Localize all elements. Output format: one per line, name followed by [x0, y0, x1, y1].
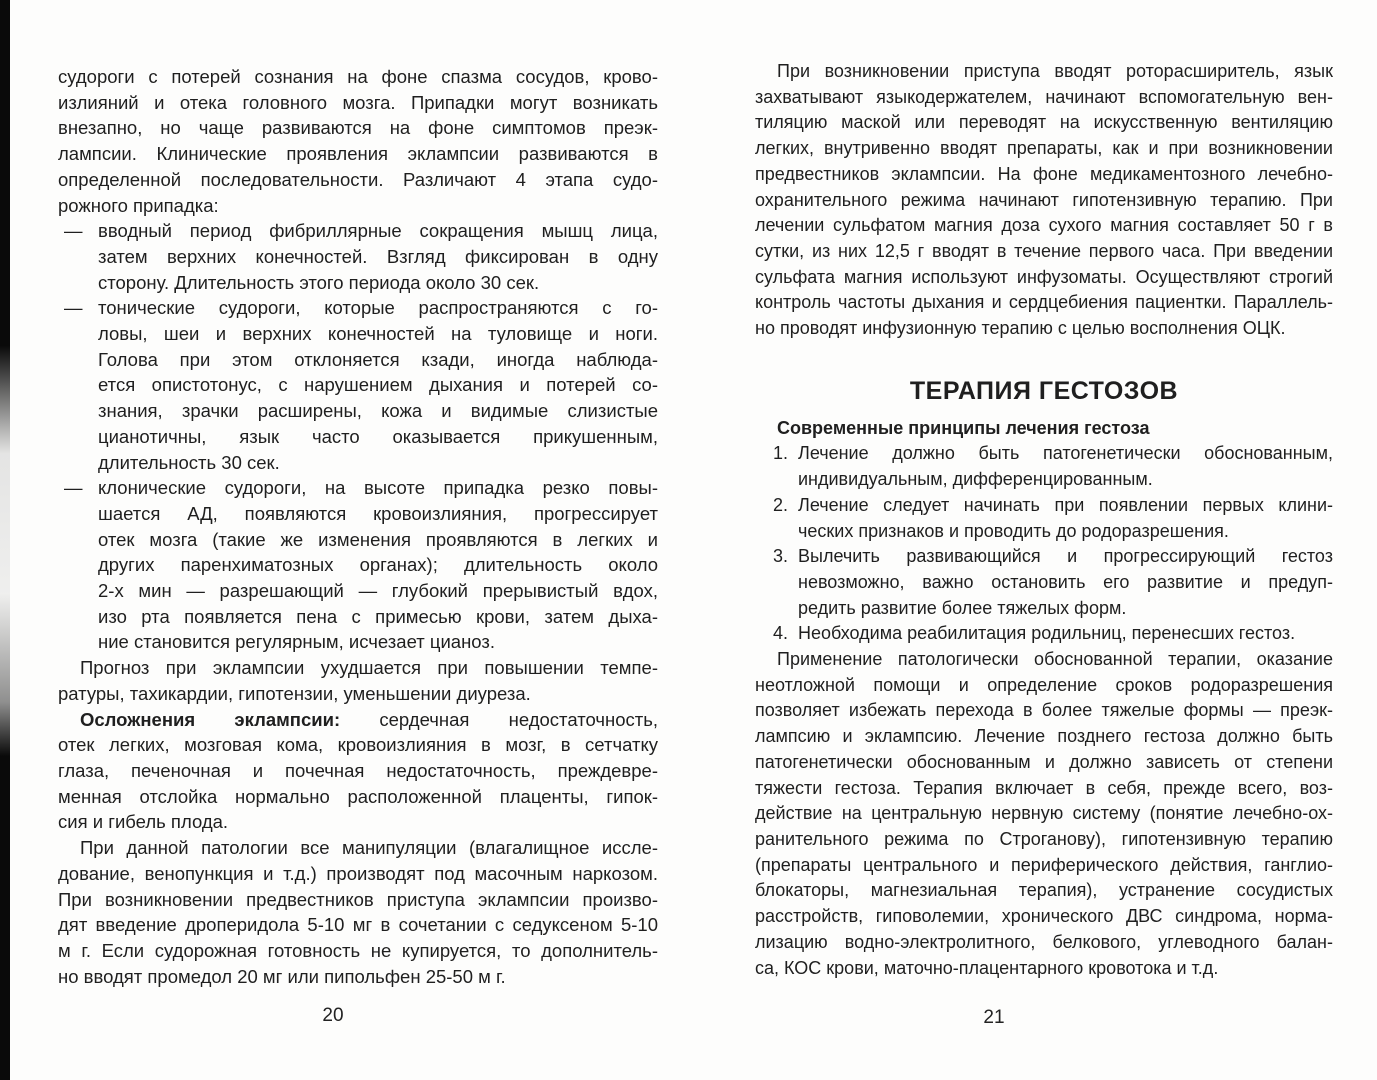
text-line: расстройств, гиповолемии, хронического ДВС синдрома, норма-: [755, 906, 1333, 927]
text-line: захватывают языкодержателем, начинают вспомогательную вен-: [755, 86, 1333, 107]
dash-marker: —: [64, 220, 83, 242]
text-line: позволяет избежать перехода в более тяжелые формы — преэк-: [755, 700, 1333, 721]
text-line: дят введение дроперидола 5-10 мг в сочетании с седуксеном 5-10: [58, 914, 658, 936]
numbered-list-item: [755, 493, 1333, 544]
dash-marker: —: [64, 477, 83, 499]
text-line: глаза, печеночная и почечная недостаточность, преждевре-: [58, 759, 658, 781]
text-line: вводный период фибриллярные сокращения мышц лица,: [98, 220, 658, 242]
text-line: знания, зрачки расширены, кожа и видимые слизистые: [98, 400, 658, 422]
paragraph: [58, 835, 658, 989]
text-line: изо рта появляется пена с примесью крови, затем дыха-: [98, 605, 658, 627]
text-line: цианотичны, язык часто оказывается прикушенным,: [98, 425, 658, 447]
text-line: Осложнения эклампсии: сердечная недостаточность,: [80, 708, 658, 730]
text-line: ранительного режима по Строганову), гипотензивную терапию: [755, 828, 1333, 849]
text-line: са, КОС крови, маточно-плацентарного кровотока и т.д.: [755, 957, 1219, 978]
bold-lead: Осложнения эклампсии:: [80, 708, 341, 730]
text-line: тонические судороги, которые распространяются с го-: [98, 297, 658, 319]
text-line: сия и гибель плода.: [58, 811, 229, 833]
text-line: Вылечить развивающийся и прогрессирующий гестоз: [798, 546, 1333, 567]
text-line: клонические судороги, на высоте припадка резко повы-: [98, 477, 658, 499]
left-page-text: [58, 64, 658, 989]
text-line: ратуры, тахикардии, гипотензии, уменьшении диуреза.: [58, 682, 531, 704]
text-line: длительность 30 сек.: [98, 451, 280, 473]
text-line: охранительного режима начинают гипотензивную терапию. При: [755, 189, 1333, 210]
text-line: лечении сульфатом магния доза сухого магния составляет 50 г в: [755, 215, 1333, 236]
text-line: тиляцию маской или переводят на искусственную вентиляцию: [755, 112, 1333, 133]
text-line: блокаторы, магнезиальная терапия), устранение сосудистых: [755, 880, 1333, 901]
text-line: ловы, шеи и верхних конечностей на туловище и ноги.: [98, 323, 658, 345]
dash-marker: —: [64, 297, 83, 319]
section-heading: ТЕРАПИЯ ГЕСТОЗОВ: [909, 376, 1179, 405]
text-line: При данной патологии все манипуляции (влагалищное иссле-: [80, 837, 658, 859]
text-line: Прогноз при эклампсии ухудшается при повышении темпе-: [80, 657, 658, 679]
text-line: дование, венопункция и т.д.) производят под масочным наркозом.: [58, 862, 658, 884]
text-line: невозможно, важно остановить его развитие и предуп-: [798, 571, 1333, 592]
text-line: излияний и отека головного мозга. Припадки могут возникать: [58, 91, 658, 113]
list-number: 2.: [773, 494, 789, 515]
paragraph: [755, 647, 1333, 981]
text-line: Голова при этом отклоняется кзади, иногда наблюда-: [98, 348, 658, 370]
text-line: ческих признаков и проводить до родоразрешения.: [798, 520, 1229, 541]
text-line: лампсии. Клинические проявления эклампсии развиваются в: [58, 143, 658, 165]
paragraph: [755, 59, 1333, 342]
text-line: неотложной помощи и определение сроков родоразрешения: [755, 674, 1333, 695]
numbered-list-item: [755, 544, 1333, 621]
text-line: но проводят инфузионную терапию с целью восполнения ОЦК.: [755, 318, 1286, 339]
text-line: сторону. Длительность этого периода около 30 сек.: [98, 271, 540, 293]
text-line: шается АД, появляются кровоизлияния, прогрессирует: [98, 502, 658, 524]
text-line: но вводят промедол 20 мг или пипольфен 25-50 м г.: [58, 965, 506, 987]
text-line: Лечение должно быть патогенетически обоснованным,: [798, 443, 1333, 464]
text-line: затем верхних конечностей. Взгляд фиксирован в одну: [98, 245, 658, 267]
text-line: лизацию водно-электролитного, белкового, углеводного балан-: [755, 931, 1333, 952]
page-number-left: 20: [322, 1005, 344, 1026]
text-line: внезапно, но чаще развиваются на фоне симптомов преэк-: [58, 117, 658, 139]
text-line: Необходима реабилитация родильниц, перенесших гестоз.: [798, 623, 1296, 644]
paragraph: [58, 64, 658, 218]
text-line: ние становится регулярным, исчезает цианоз.: [98, 631, 496, 653]
page-number-right: 21: [983, 1007, 1005, 1028]
text-line: отек мозга (такие же изменения проявляются в легких и: [98, 528, 658, 550]
text-line: 2-х мин — разрешающий — глубокий прерывистый вдох,: [98, 580, 658, 602]
numbered-list-item: [755, 441, 1333, 492]
dash-list-item: [58, 475, 658, 655]
text-line: ется опистотонус, с нарушением дыхания и потерей со-: [98, 374, 658, 396]
text-line: м г. Если судорожная готовность не купируется, то дополнитель-: [58, 939, 658, 961]
text-line: индивидуальным, дифференцированным.: [798, 469, 1153, 490]
text-line: менная отслойка нормально расположенной плаценты, гипок-: [58, 785, 658, 807]
text-line: действие на центральную нервную систему (понятие лечебно-ох-: [755, 803, 1333, 824]
text-line: лампсию и эклампсию. Лечение позднего гестоза должно быть: [755, 726, 1333, 747]
text-line: определенной последовательности. Различают 4 этапа судо-: [58, 168, 658, 190]
text-line: контроль частоты дыхания и сердцебиения пациентки. Параллель-: [755, 292, 1333, 313]
text-line: сульфата магния используют инфузоматы. Осуществляют строгий: [755, 266, 1333, 287]
text-line: При возникновении предвестников приступа эклампсии произво-: [58, 888, 658, 910]
text-line: сутки, из них 12,5 г вводят в течение первого часа. При введении: [755, 240, 1333, 261]
subsection-heading: Современные принципы лечения гестоза: [777, 417, 1150, 438]
paragraph: [58, 655, 658, 706]
text-line: (препараты центрального и периферического действия, ганглио-: [755, 854, 1333, 875]
right-page-text: [755, 59, 1333, 981]
numbered-list-item: [755, 621, 1333, 647]
list-number: 4.: [773, 623, 789, 644]
dash-list-item: [58, 218, 658, 295]
text-line: судороги с потерей сознания на фоне спазма сосудов, крово-: [58, 66, 658, 87]
text-line: Применение патологически обоснованной терапии, оказание: [777, 649, 1333, 670]
text-line: Лечение следует начинать при появлении первых клини-: [798, 494, 1333, 515]
list-number: 3.: [773, 546, 789, 567]
scan-left-edge: [0, 0, 10, 1080]
text-line: патогенетически обоснованным и должно зависеть от степени: [755, 751, 1333, 772]
text-line: При возникновении приступа вводят роторасширитель, язык: [777, 61, 1333, 81]
list-number: 1.: [773, 443, 789, 464]
text-line: тяжести гестоза. Терапия включает в себя, прежде всего, воз-: [755, 777, 1333, 798]
text-line: рожного припадка:: [58, 194, 219, 216]
text-line: отек легких, мозговая кома, кровоизлияния в мозг, в сетчатку: [58, 734, 658, 756]
paragraph: [58, 707, 658, 836]
text-line: редить развитие более тяжелых форм.: [798, 597, 1127, 618]
text-line: других паренхиматозных органах); длительность около: [98, 554, 658, 576]
text-line: легких, внутривенно вводят препараты, как и при возникновении: [755, 138, 1333, 159]
text-line: предвестников эклампсии. На фоне медикаментозного лечебно-: [755, 163, 1333, 184]
dash-list-item: [58, 295, 658, 475]
